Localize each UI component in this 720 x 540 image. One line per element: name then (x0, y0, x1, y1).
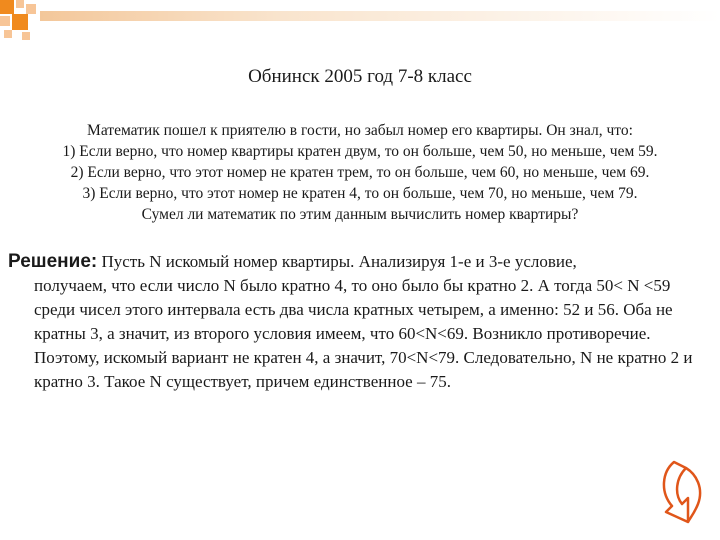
solution-block (8, 250, 708, 394)
header-gradient-bar (40, 11, 720, 21)
problem-line: 3) Если верно, что этот номер не кратен 4, то он больше, чем 70, но меньше, чем 79. (82, 185, 638, 202)
solution-body: получаем, что если число N было кратно 4, то оно было бы кратно 2. А тогда 50< N <59 среди чисел этого интервала есть два числа кратных четырем, а именно: 52 и 56. Оба не кратны 3, а значит, из второго условия имеем, что 60<N<69. Возникло противоречие. Поэтому, искомый вариант не кратен 4, а значит, 70<N<79. Следовательно, N не кратно 2 и кратно 3. Такое N существует, причем единственное – 75. (34, 276, 693, 391)
slide-title: Обнинск 2005 год 7-8 класс (248, 66, 472, 87)
solution-first-text: Пусть N искомый номер квартиры. Анализируя 1-е и 3-е условие, (97, 252, 577, 271)
solution-first-line (8, 250, 708, 274)
solution-label: Решение: (8, 251, 98, 272)
problem-line: Математик пошел к приятелю в гости, но забыл номер его квартиры. Он знал, что: (87, 122, 633, 139)
problem-line: Сумел ли математик по этим данным вычислить номер квартиры? (141, 206, 579, 223)
problem-statement (0, 120, 720, 225)
problem-line: 2) Если верно, что этот номер не кратен трем, то он больше, чем 60, но меньше, чем 69. (70, 164, 650, 181)
problem-line: 1) Если верно, что номер квартиры кратен двум, то он больше, чем 50, но меньше, чем 59. (62, 143, 658, 160)
return-arrow-icon[interactable] (652, 458, 710, 530)
